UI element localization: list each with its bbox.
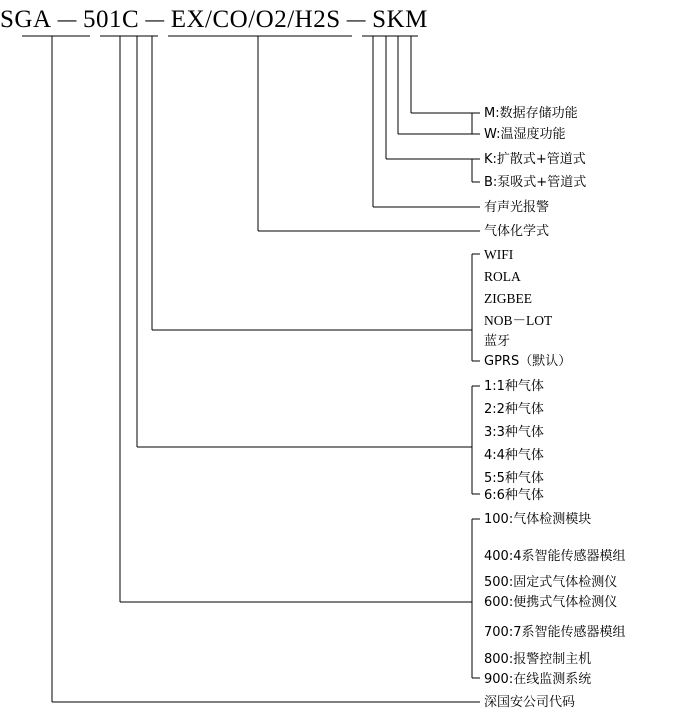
code-segment-501c: 501C <box>83 6 140 33</box>
label-storage-m: M:数据存储功能 <box>484 106 578 121</box>
label-gas-count-5: 5:5种气体 <box>484 471 544 486</box>
label-series-800: 800:报警控制主机 <box>484 652 592 667</box>
label-comm-zigbee: ZIGBEE <box>484 291 532 306</box>
code-dash-1: － <box>54 9 81 36</box>
label-gas-count-4: 4:4种气体 <box>484 448 544 463</box>
label-comm-rola: ROLA <box>484 269 521 284</box>
label-series-100: 100:气体检测模块 <box>484 512 592 527</box>
label-series-900: 900:在线监测系统 <box>484 672 592 687</box>
label-diffusion-k: K:扩散式+管道式 <box>484 152 586 167</box>
label-series-500: 500:固定式气体检测仪 <box>484 575 618 590</box>
label-gas-count-3: 3:3种气体 <box>484 425 544 440</box>
label-temp-humidity-w: W:温湿度功能 <box>484 127 566 142</box>
label-series-600: 600:便携式气体检测仪 <box>484 595 618 610</box>
label-alarm: 有声光报警 <box>484 200 550 215</box>
label-company-code: 深国安公司代码 <box>484 695 576 710</box>
label-series-400: 400:4系智能传感器模组 <box>484 549 626 564</box>
label-gas-formula: 气体化学式 <box>484 224 550 239</box>
label-gas-count-1: 1:1种气体 <box>484 379 544 394</box>
label-gas-count-6: 6:6种气体 <box>484 488 544 503</box>
label-series-700: 700:7系智能传感器模组 <box>484 625 626 640</box>
label-pump-b: B:泵吸式+管道式 <box>484 175 587 190</box>
label-comm-wifi: WIFI <box>484 247 514 262</box>
code-segment-sga: SGA <box>0 6 52 33</box>
label-gas-count-2: 2:2种气体 <box>484 402 544 417</box>
code-segment-gases: EX/CO/O2/H2S <box>170 6 341 33</box>
label-comm-bluetooth: 蓝牙 <box>484 334 511 349</box>
label-comm-gprs: GPRS（默认） <box>484 354 572 369</box>
code-dash-3: － <box>343 9 370 36</box>
code-segment-skm: SKM <box>372 6 428 33</box>
code-dash-2: － <box>142 9 168 36</box>
label-comm-nblot: NOB－LOT <box>484 313 553 328</box>
